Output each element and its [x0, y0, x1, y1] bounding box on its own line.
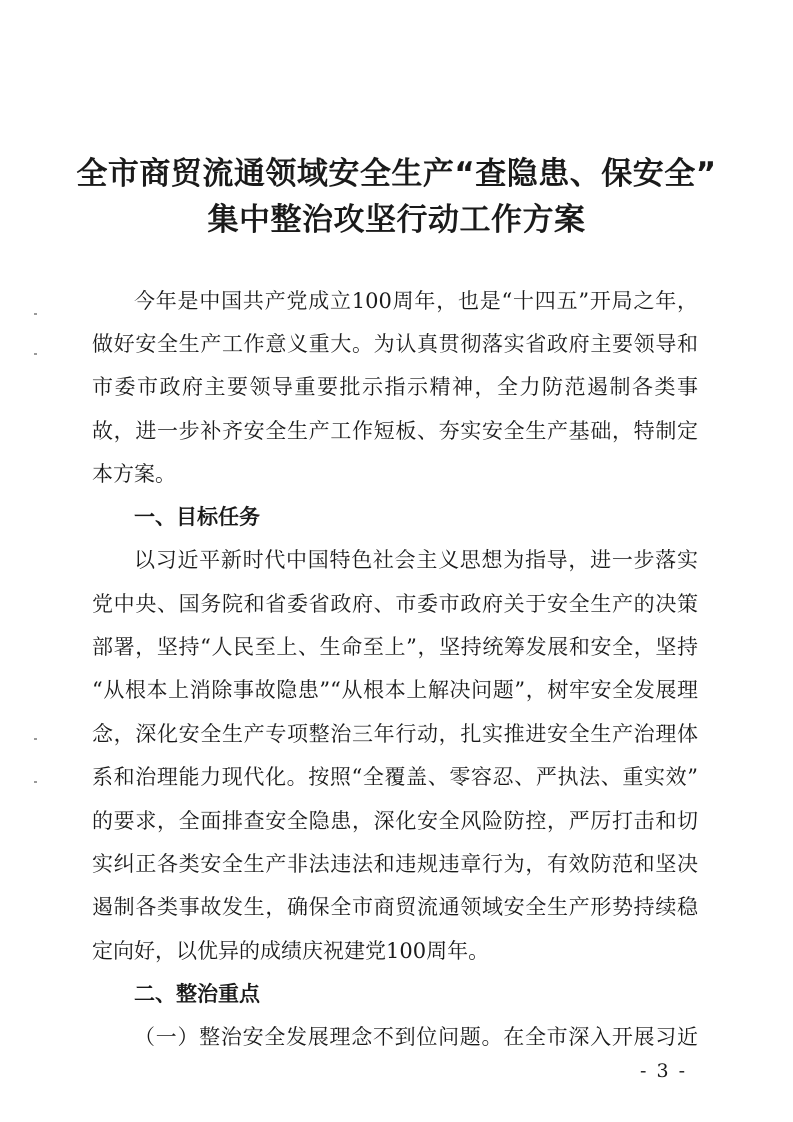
- section-1-line-7: 的要求，全面排查安全隐患，深化安全风险防控，严厉打击和切: [92, 809, 698, 833]
- section-1-line-1: 以习近平新时代中国特色社会主义思想为指导，进一步落实: [134, 548, 698, 572]
- document-title-line-1: 全市商贸流通领域安全生产“查隐患、保安全”: [76, 156, 717, 192]
- section-1-line-5: 念，深化安全生产专项整治三年行动，扎实推进安全生产治理体: [92, 722, 698, 746]
- section-1-line-3: 部署，坚持“人民至上、生命至上”，坚持统筹发展和安全，坚持: [92, 635, 698, 659]
- scan-speck: [34, 353, 37, 355]
- section-2-line-1: （一）整治安全发展理念不到位问题。在全市深入开展习近: [134, 1025, 698, 1049]
- section-1-line-2: 党中央、国务院和省委省政府、市委市政府关于安全生产的决策: [92, 592, 698, 616]
- intro-line-2: 做好安全生产工作意义重大。为认真贯彻落实省政府主要领导和: [92, 332, 698, 356]
- section-2-heading: 二、整治重点: [134, 982, 260, 1006]
- page-number: - 3 -: [640, 1060, 688, 1082]
- section-1-line-8: 实纠正各类安全生产非法违法和违规违章行为，有效防范和坚决: [92, 852, 698, 876]
- section-1-line-4: “从根本上消除事故隐患”“从根本上解决问题”，树牢安全发展理: [92, 678, 698, 702]
- intro-line-1: 今年是中国共产党成立100周年，也是“十四五”开局之年，: [134, 289, 698, 313]
- section-1-line-10: 定向好，以优异的成绩庆祝建党100周年。: [92, 939, 490, 963]
- intro-line-3: 市委市政府主要领导重要批示指示精神，全力防范遏制各类事: [92, 375, 698, 399]
- scan-speck: [34, 313, 37, 315]
- document-title-line-2: 集中整治攻坚行动工作方案: [207, 202, 586, 238]
- section-1-line-9: 遏制各类事故发生，确保全市商贸流通领域安全生产形势持续稳: [92, 895, 698, 919]
- intro-line-5: 本方案。: [92, 462, 176, 486]
- scan-speck: [34, 781, 37, 783]
- section-1-line-6: 系和治理能力现代化。按照“全覆盖、零容忍、严执法、重实效”: [92, 765, 698, 789]
- scan-speck: [34, 738, 37, 740]
- intro-line-4: 故，进一步补齐安全生产工作短板、夯实安全生产基础，特制定: [92, 419, 698, 443]
- section-1-heading: 一、目标任务: [134, 505, 260, 529]
